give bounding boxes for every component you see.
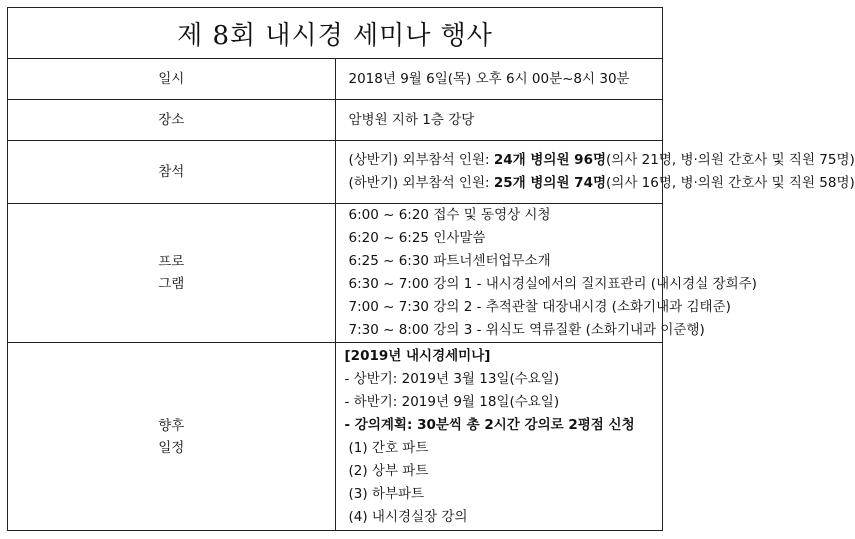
plan-first-half: - 상반기: 2019년 3월 13일(수요일)	[344, 370, 560, 387]
plan-list	[335, 343, 663, 531]
program-item: 6:20 ~ 6:25 인사말씀	[348, 230, 486, 246]
program-item: 6:30 ~ 7:00 강의 1 - 내시경실에서의 질지표관리 (내시경실 장희주)	[348, 276, 757, 292]
place-label: 장소	[8, 100, 336, 141]
program-item: 7:30 ~ 8:00 강의 3 - 위식도 역류질환 (소화기내과 이준행)	[348, 322, 705, 338]
attendance-count: 24개 병의원 96명	[493, 152, 607, 168]
plan-lecture: - 강의계획: 30분씩 총 2시간 강의로 2평점 신청	[344, 416, 635, 433]
datetime-label: 일시	[8, 59, 336, 100]
program-item: 6:25 ~ 6:30 파트너센터업무소개	[348, 253, 551, 269]
attendance-row-second-half	[348, 172, 855, 195]
program-label	[8, 204, 336, 343]
attendance-detail: (의사 21명, 병·의원 간호사 및 직원 75명)	[606, 152, 855, 168]
plan-second-half: - 하반기: 2019년 9월 18일(수요일)	[344, 393, 560, 410]
plan-label-line-2: 일정	[158, 439, 185, 456]
attendance-count: 25개 병의원 74명	[493, 175, 607, 191]
seminar-info-table	[7, 7, 855, 531]
plan-heading: [2019년 내시경세미나]	[344, 347, 491, 364]
attendance-cell	[335, 141, 855, 204]
plan-label	[8, 343, 336, 531]
attendance-row-first-half	[348, 149, 855, 172]
attendance-prefix: (하반기) 외부참석 인원:	[348, 175, 494, 191]
plan-label-line-1: 향후	[158, 417, 185, 434]
plan-part: (1) 간호 파트	[348, 439, 429, 456]
program-list	[335, 204, 757, 343]
datetime-value: 2018년 9월 6일(목) 오후 6시 00분~8시 30분	[335, 59, 663, 100]
attendance-prefix: (상반기) 외부참석 인원:	[348, 152, 494, 168]
plan-part: (3) 하부파트	[348, 485, 425, 502]
program-item: 6:00 ~ 6:20 접수 및 동영상 시청	[348, 207, 551, 223]
program-item: 7:00 ~ 7:30 강의 2 - 추적관찰 대장내시경 (소화기내과 김태준)	[348, 299, 731, 315]
place-value: 암병원 지하 1층 강당	[335, 100, 663, 141]
program-label-line-2: 그램	[158, 276, 185, 292]
plan-part: (4) 내시경실장 강의	[348, 508, 468, 525]
document-title: 제 8회 내시경 세미나 행사	[8, 8, 663, 59]
plan-part: (2) 상부 파트	[348, 462, 429, 479]
attendance-detail: (의사 16명, 병·의원 간호사 및 직원 58명)	[606, 175, 855, 191]
program-label-line-1: 프로	[158, 254, 185, 270]
attendance-label: 참석	[8, 141, 336, 204]
